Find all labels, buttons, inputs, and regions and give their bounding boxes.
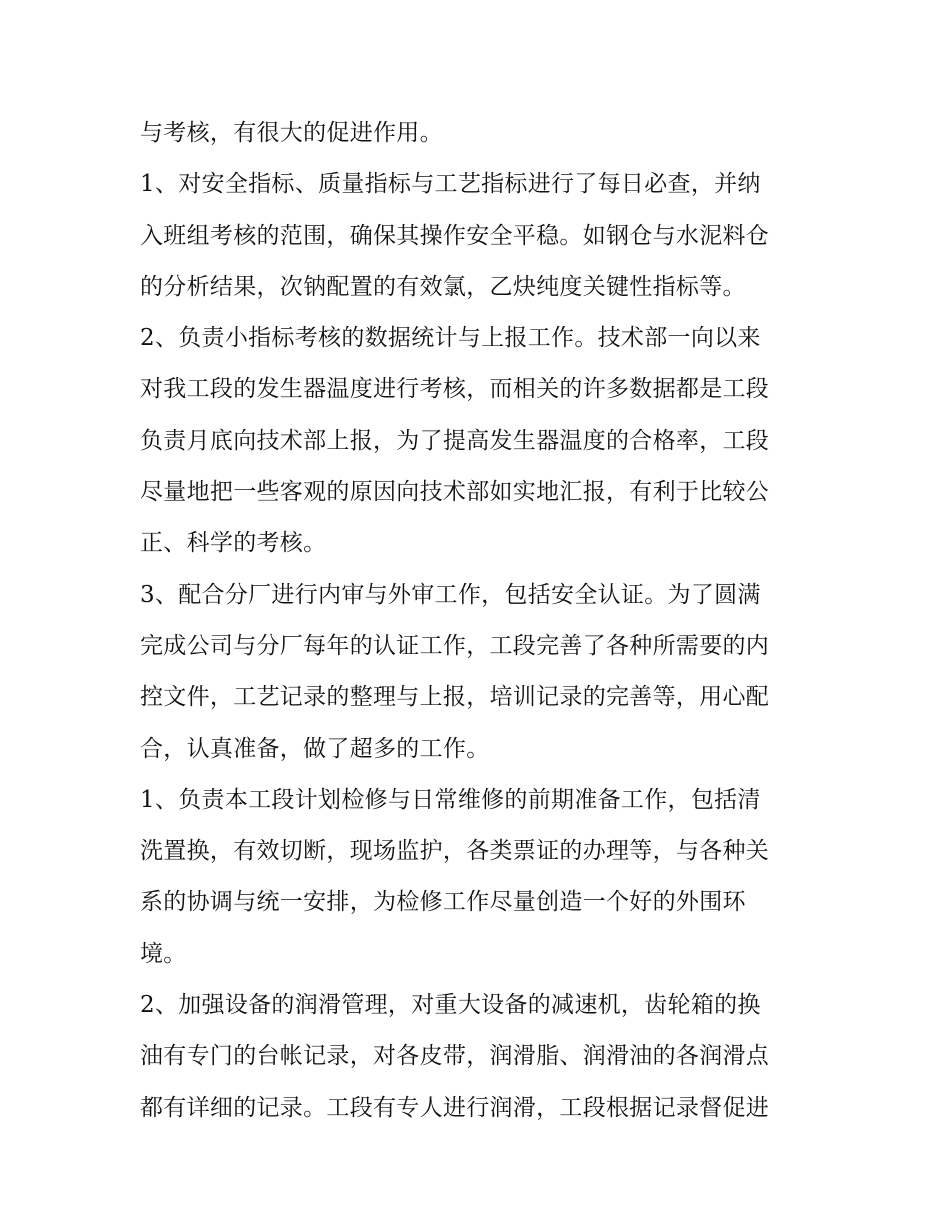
text-line: 的分析结果，次钠配置的有效氯，乙炔纯度关键性指标等。 bbox=[140, 273, 746, 300]
text-line: 都有详细的记录。工段有专人进行润滑，工段根据记录督促进 bbox=[140, 1094, 770, 1121]
text-line: 1、负责本工段计划检修与日常维修的前期准备工作，包括清 bbox=[140, 786, 761, 813]
text-line: 境。 bbox=[140, 940, 187, 967]
text-line: 合，认真准备，做了超多的工作。 bbox=[140, 735, 490, 762]
text-line: 尽量地把一些客观的原因向技术部如实地汇报，有利于比较公 bbox=[140, 479, 770, 506]
text-line: 1、对安全指标、质量指标与工艺指标进行了每日必查，并纳 bbox=[140, 171, 761, 198]
text-line: 2、负责小指标考核的数据统计与上报工作。技术部一向以来 bbox=[140, 325, 761, 352]
text-line: 入班组考核的范围，确保其操作安全平稳。如钢仓与水泥料仓 bbox=[140, 222, 770, 249]
text-line: 与考核，有很大的促进作用。 bbox=[140, 120, 443, 146]
text-line: 负责月底向技术部上报，为了提高发生器温度的合格率，工段 bbox=[140, 427, 770, 454]
text-line: 洗置换，有效切断，现场监护，各类票证的办理等，与各种关 bbox=[140, 838, 770, 865]
text-line: 3、配合分厂进行内审与外审工作，包括安全认证。为了圆满 bbox=[140, 581, 761, 608]
text-line: 对我工段的发生器温度进行考核，而相关的许多数据都是工段 bbox=[140, 376, 770, 403]
text-line: 控文件，工艺记录的整理与上报，培训记录的完善等，用心配 bbox=[140, 684, 770, 711]
document-page bbox=[140, 108, 820, 1134]
text-line: 油有专门的台帐记录，对各皮带，润滑脂、润滑油的各润滑点 bbox=[140, 1043, 770, 1070]
text-line: 完成公司与分厂每年的认证工作，工段完善了各种所需要的内 bbox=[140, 632, 770, 659]
text-line: 系的协调与统一安排，为检修工作尽量创造一个好的外围环 bbox=[140, 889, 746, 916]
text-line: 正、科学的考核。 bbox=[140, 530, 327, 557]
text-line: 2、加强设备的润滑管理，对重大设备的减速机，齿轮箱的换 bbox=[140, 992, 761, 1019]
